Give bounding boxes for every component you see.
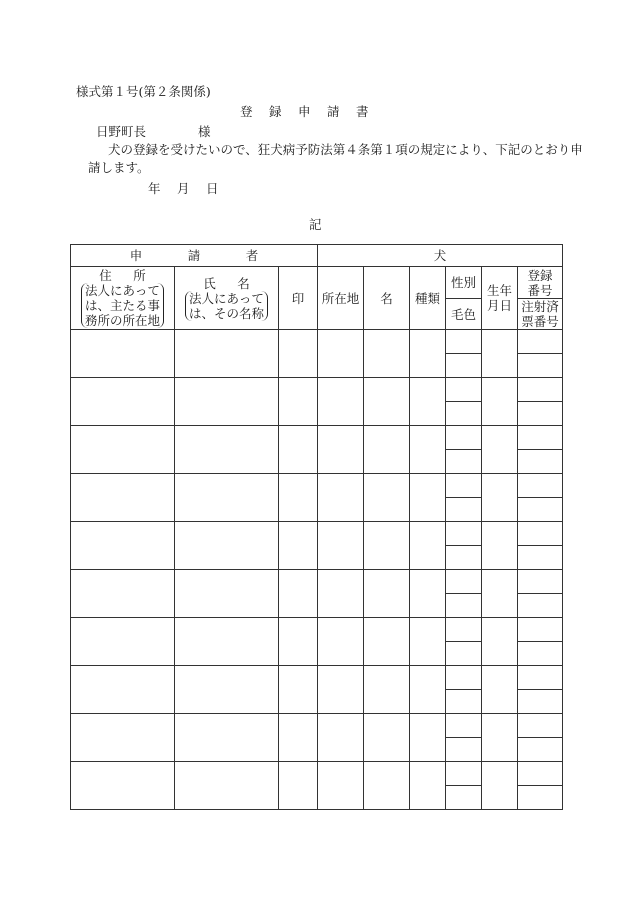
reg-number-cell[interactable] (518, 378, 563, 402)
vaccine-number-cell[interactable] (518, 546, 563, 570)
name-note: 法人にあって は、その名称 (185, 291, 268, 321)
title-char: 録 (269, 104, 282, 119)
birth-cell[interactable] (482, 714, 518, 762)
location-cell[interactable] (318, 666, 364, 714)
address-cell[interactable] (71, 522, 175, 570)
seal-cell[interactable] (279, 426, 318, 474)
seal-cell[interactable] (279, 762, 318, 810)
name-cell[interactable] (175, 522, 279, 570)
address-cell[interactable] (71, 426, 175, 474)
address-note: 法人にあって は、主たる事 務所の所在地 (81, 283, 164, 328)
name-cell[interactable] (175, 666, 279, 714)
addressee-name: 日野町長 (96, 124, 147, 139)
date-year-label: 年 (148, 181, 161, 196)
birth-cell[interactable] (482, 474, 518, 522)
birth-cell[interactable] (482, 762, 518, 810)
seal-cell[interactable] (279, 714, 318, 762)
location-cell[interactable] (318, 426, 364, 474)
birth-cell[interactable] (482, 378, 518, 426)
vaccine-number-cell[interactable] (518, 402, 563, 426)
seal-cell[interactable] (279, 666, 318, 714)
dog-name-cell[interactable] (364, 330, 410, 378)
form-number: 様式第１号(第２条関係) (76, 84, 211, 99)
coat-color-cell[interactable] (446, 786, 482, 810)
address-cell[interactable] (71, 474, 175, 522)
coat-color-cell[interactable] (446, 354, 482, 378)
vaccine-number-cell[interactable] (518, 786, 563, 810)
table-row (71, 666, 563, 690)
body-text-line-1: 犬の登録を受けたいので、狂犬病予防法第４条第１項の規定により、下記のとおり申 (108, 142, 583, 157)
sex-header: 性別 (446, 267, 482, 299)
form-title (240, 104, 385, 120)
sex-cell[interactable] (446, 618, 482, 642)
coat-color-header: 毛色 (446, 299, 482, 330)
dog-name-cell[interactable] (364, 570, 410, 618)
location-cell[interactable] (318, 714, 364, 762)
table-row (71, 474, 563, 498)
address-cell[interactable] (71, 378, 175, 426)
location-cell[interactable] (318, 762, 364, 810)
name-cell[interactable] (175, 570, 279, 618)
applicant-header: 申 請 者 (71, 245, 318, 267)
reg-number-cell[interactable] (518, 666, 563, 690)
address-header: 住 所 法人にあって は、主たる事 務所の所在地 (71, 267, 175, 330)
dog-name-cell[interactable] (364, 666, 410, 714)
breed-cell[interactable] (410, 378, 446, 426)
sex-cell[interactable] (446, 762, 482, 786)
breed-cell[interactable] (410, 426, 446, 474)
seal-cell[interactable] (279, 378, 318, 426)
reg-number-cell[interactable] (518, 570, 563, 594)
sex-cell[interactable] (446, 378, 482, 402)
reg-number-cell[interactable] (518, 330, 563, 354)
sex-cell[interactable] (446, 330, 482, 354)
address-cell[interactable] (71, 714, 175, 762)
table-row (71, 330, 563, 354)
reg-number-header: 登録 番号 (518, 267, 563, 299)
vaccine-number-cell[interactable] (518, 738, 563, 762)
date-day-label: 日 (206, 181, 219, 196)
seal-cell[interactable] (279, 330, 318, 378)
dog-name-cell[interactable] (364, 426, 410, 474)
dog-header: 犬 (318, 245, 563, 267)
location-cell[interactable] (318, 330, 364, 378)
birth-cell[interactable] (482, 330, 518, 378)
coat-color-cell[interactable] (446, 642, 482, 666)
reg-number-cell[interactable] (518, 618, 563, 642)
table-row (71, 570, 563, 594)
sex-cell[interactable] (446, 522, 482, 546)
breed-cell[interactable] (410, 474, 446, 522)
reg-number-cell[interactable] (518, 522, 563, 546)
location-cell[interactable] (318, 378, 364, 426)
table-row (71, 522, 563, 546)
seal-cell[interactable] (279, 474, 318, 522)
address-cell[interactable] (71, 762, 175, 810)
date-line (148, 181, 235, 197)
birth-header: 生年 月日 (482, 267, 518, 330)
name-cell[interactable] (175, 762, 279, 810)
coat-color-cell[interactable] (446, 738, 482, 762)
location-cell[interactable] (318, 618, 364, 666)
reg-number-cell[interactable] (518, 474, 563, 498)
location-header: 所在地 (318, 267, 364, 330)
date-month-label: 月 (177, 181, 190, 196)
coat-color-cell[interactable] (446, 498, 482, 522)
birth-cell[interactable] (482, 426, 518, 474)
reg-number-cell[interactable] (518, 762, 563, 786)
coat-color-cell[interactable] (446, 594, 482, 618)
address-cell[interactable] (71, 666, 175, 714)
body-text-line-2: 請します。 (88, 160, 150, 175)
vaccine-number-header: 注射済 票番号 (518, 299, 563, 330)
name-cell[interactable] (175, 378, 279, 426)
breed-cell[interactable] (410, 714, 446, 762)
address-cell[interactable] (71, 618, 175, 666)
breed-cell[interactable] (410, 762, 446, 810)
dog-name-cell[interactable] (364, 714, 410, 762)
table-row (71, 714, 563, 738)
addressee-honorific: 様 (198, 124, 211, 139)
dog-name-cell[interactable] (364, 762, 410, 810)
table-row (71, 762, 563, 786)
table-row (71, 426, 563, 450)
dog-name-header: 名 (364, 267, 410, 330)
ki-label: 記 (309, 217, 322, 232)
vaccine-number-cell[interactable] (518, 594, 563, 618)
vaccine-number-cell[interactable] (518, 450, 563, 474)
seal-cell[interactable] (279, 570, 318, 618)
dog-name-cell[interactable] (364, 378, 410, 426)
seal-header: 印 (279, 267, 318, 330)
registration-table (70, 244, 563, 810)
breed-cell[interactable] (410, 330, 446, 378)
table-row (71, 378, 563, 402)
address-cell[interactable] (71, 330, 175, 378)
name-cell[interactable] (175, 618, 279, 666)
birth-cell[interactable] (482, 570, 518, 618)
breed-cell[interactable] (410, 666, 446, 714)
breed-cell[interactable] (410, 618, 446, 666)
location-cell[interactable] (318, 522, 364, 570)
vaccine-number-cell[interactable] (518, 642, 563, 666)
location-cell[interactable] (318, 570, 364, 618)
title-char: 書 (356, 104, 369, 119)
sex-cell[interactable] (446, 666, 482, 690)
seal-cell[interactable] (279, 618, 318, 666)
name-cell[interactable] (175, 474, 279, 522)
name-header: 氏 名 法人にあって は、その名称 (175, 267, 279, 330)
dog-name-cell[interactable] (364, 474, 410, 522)
vaccine-number-cell[interactable] (518, 690, 563, 714)
vaccine-number-cell[interactable] (518, 498, 563, 522)
sex-cell[interactable] (446, 426, 482, 450)
seal-cell[interactable] (279, 522, 318, 570)
address-cell[interactable] (71, 570, 175, 618)
name-cell[interactable] (175, 426, 279, 474)
coat-color-cell[interactable] (446, 402, 482, 426)
location-cell[interactable] (318, 474, 364, 522)
dog-name-cell[interactable] (364, 522, 410, 570)
title-char: 登 (240, 104, 253, 119)
coat-color-cell[interactable] (446, 546, 482, 570)
coat-color-cell[interactable] (446, 450, 482, 474)
table-row (71, 618, 563, 642)
sex-cell[interactable] (446, 570, 482, 594)
title-char: 申 (298, 104, 311, 119)
birth-cell[interactable] (482, 522, 518, 570)
birth-cell[interactable] (482, 618, 518, 666)
sex-cell[interactable] (446, 474, 482, 498)
sex-cell[interactable] (446, 714, 482, 738)
breed-cell[interactable] (410, 570, 446, 618)
vaccine-number-cell[interactable] (518, 354, 563, 378)
breed-header: 種類 (410, 267, 446, 330)
reg-number-cell[interactable] (518, 426, 563, 450)
birth-cell[interactable] (482, 666, 518, 714)
name-cell[interactable] (175, 714, 279, 762)
title-char: 請 (327, 104, 340, 119)
breed-cell[interactable] (410, 522, 446, 570)
addressee (96, 124, 211, 140)
coat-color-cell[interactable] (446, 690, 482, 714)
name-cell[interactable] (175, 330, 279, 378)
reg-number-cell[interactable] (518, 714, 563, 738)
dog-name-cell[interactable] (364, 618, 410, 666)
